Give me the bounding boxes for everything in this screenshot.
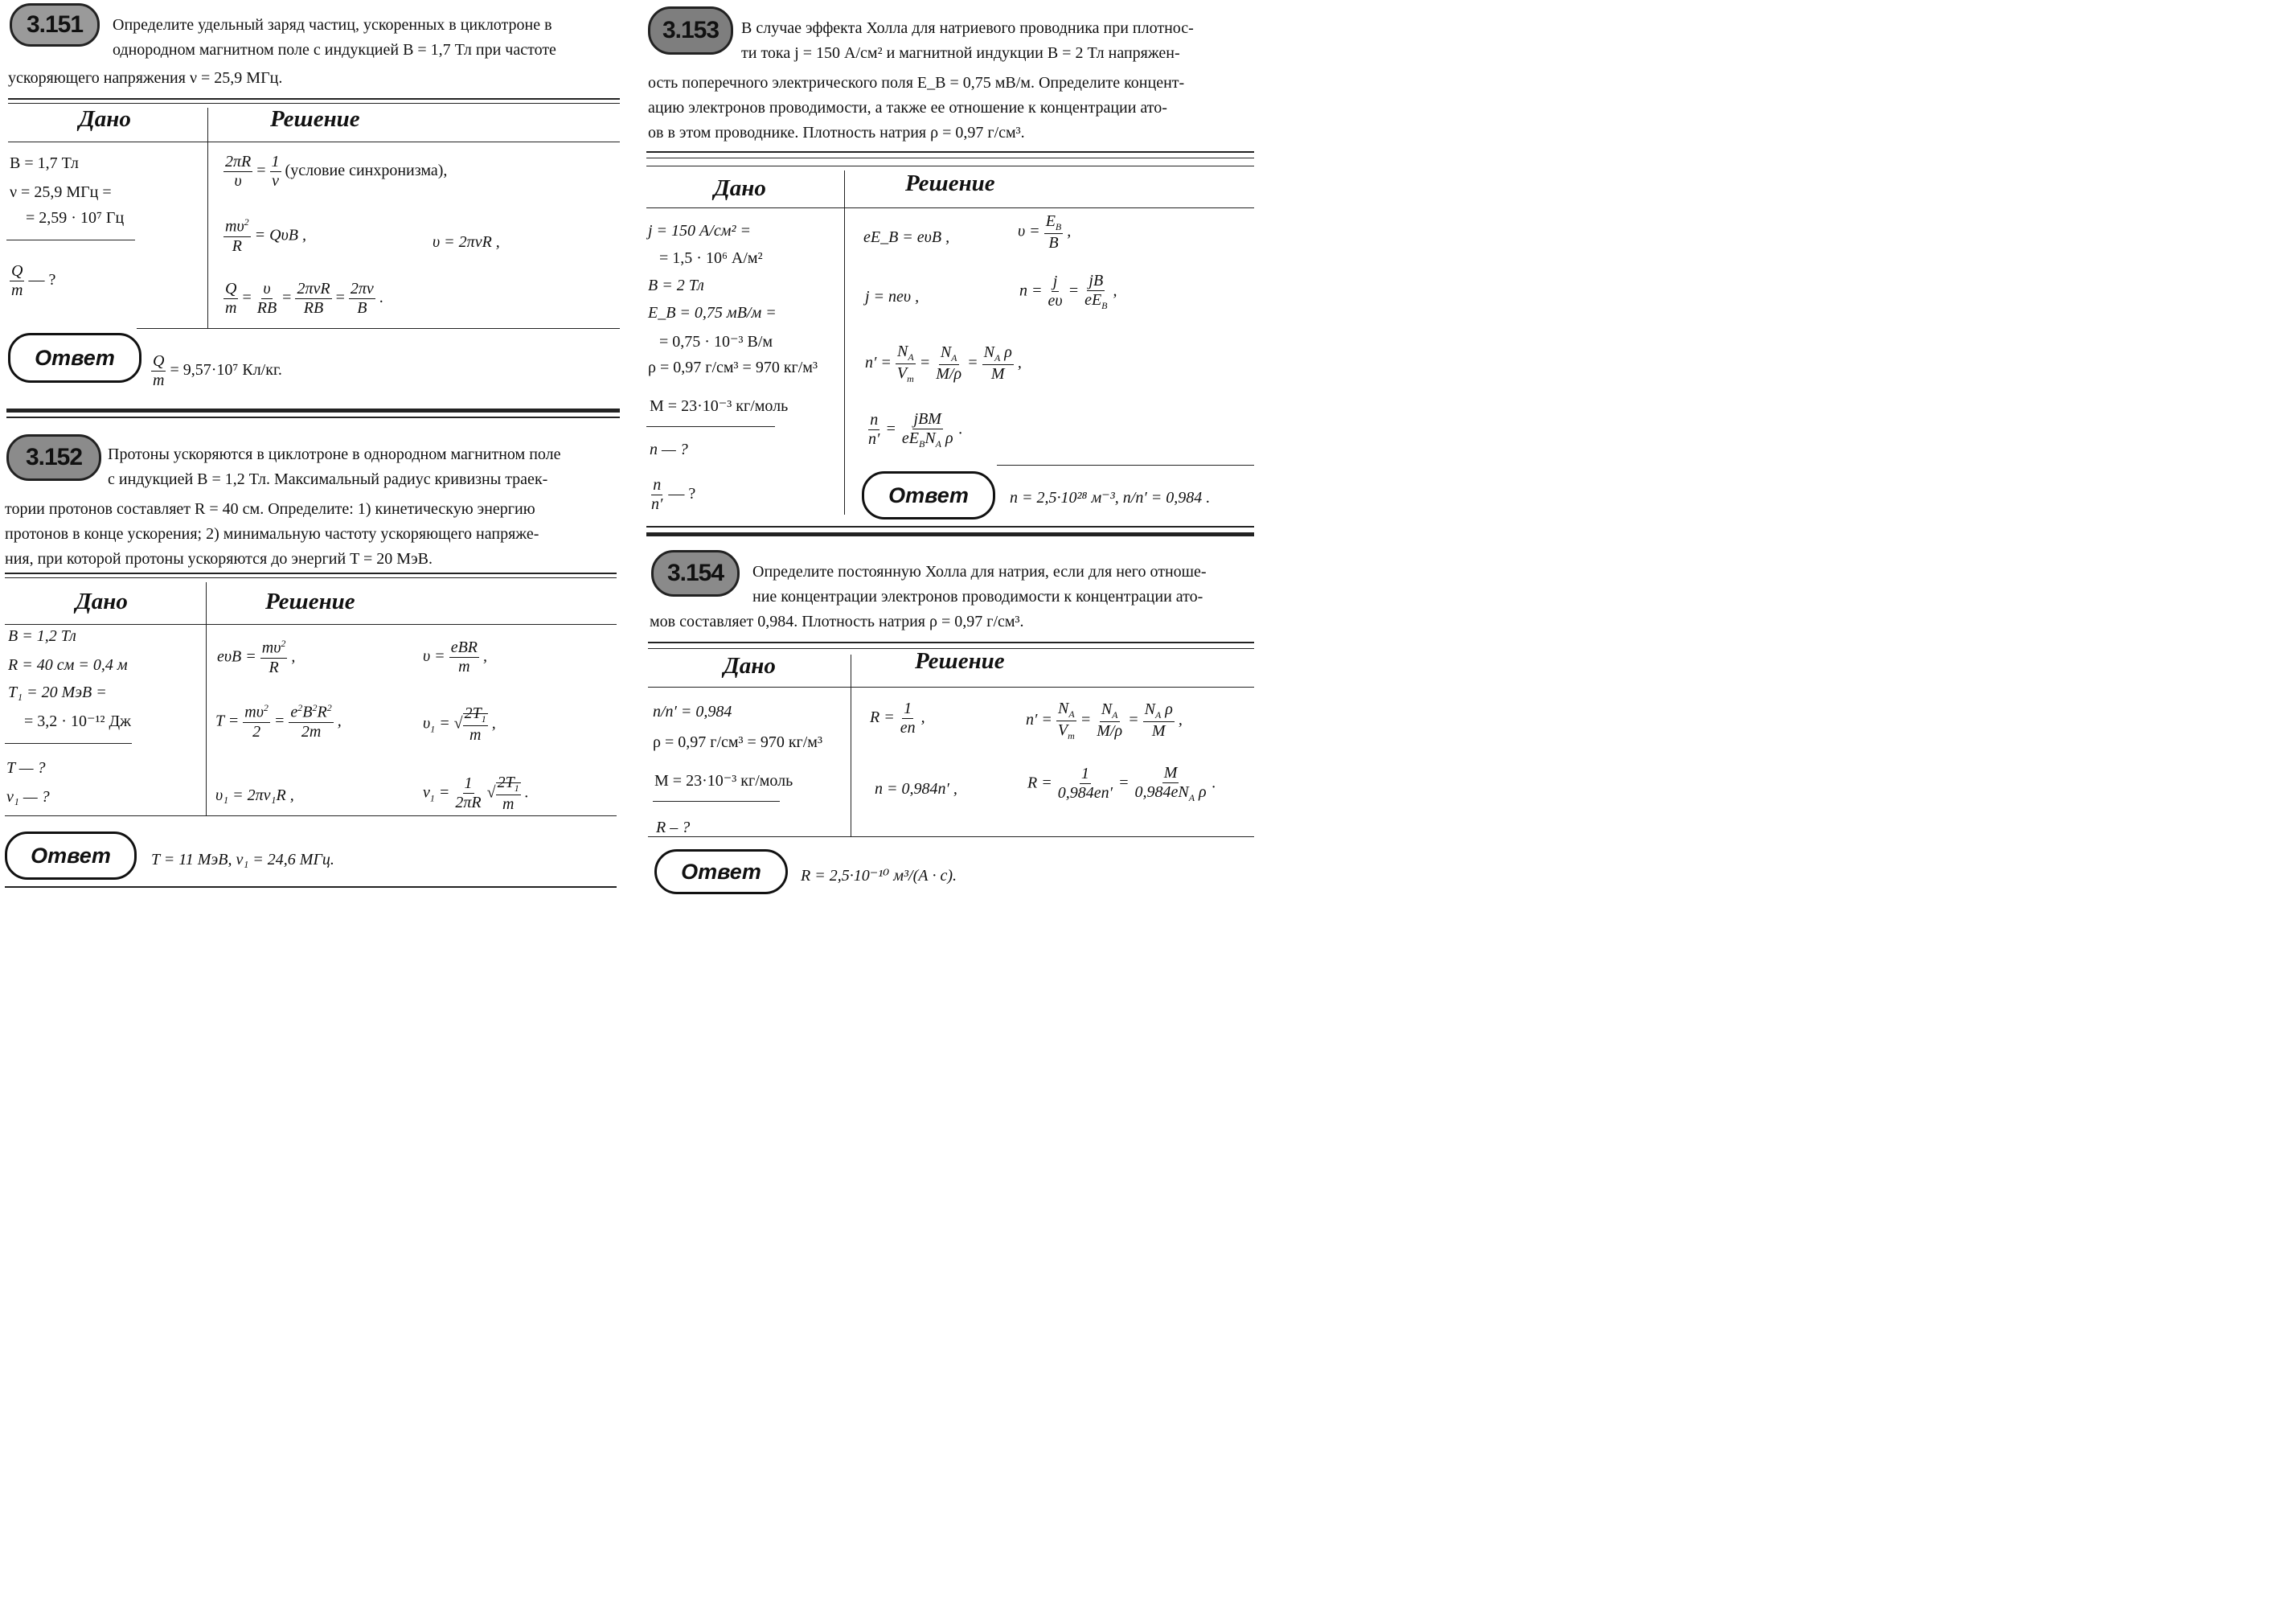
section-separator [646,532,1254,536]
divider [5,573,617,574]
given-header: Дано [724,653,776,679]
problem-statement: В случае эффекта Холла для натриевого проводника при плотнос- ти тока j = 150 А/см² и магнитной индукции B = 2 Тл напряжен- [741,19,1194,62]
table-header-rule [648,687,1254,688]
solution-eq: υ = 2πνR , [433,233,500,251]
table-bottom-rule [648,836,1254,837]
problem-statement: Определите удельный заряд частиц, ускоренных в циклотроне в однородном магнитном поле с индукцией B = 1,7 Тл при частоте [113,16,556,59]
divider [648,642,1254,643]
given-item: T₁ = 20 МэВ = [8,684,107,701]
answer-value: $\frac{Q}{m}$ = 9,57·10⁷ Кл/кг. [153,352,282,389]
given-header: Дано [714,175,766,201]
solution-eq: n′ = $\frac{N_A}{V_m}$ = $\frac{N_A}{M/\rho}$ = $\frac{N_A \rho}{M}$ , [865,343,1022,384]
table-bottom-rule [5,815,617,816]
solution-eq: υ₁ = 2πν₁R , [215,786,294,804]
left-column [0,0,623,891]
unknown: ν₁ — ? [6,788,50,806]
solution-header: Решение [270,106,360,132]
section-separator [646,526,1254,528]
problem-statement-cont: ость поперечного электрического поля E_B = 0,75 мВ/м. Определите концент- ацию электронов проводимости, а также ее отношение к концентрации ато- ов в этом проводнике. Плотность натрия ρ = 0,97 г/см³. [648,74,1185,142]
given-header: Дано [79,106,131,132]
answer-box: Ответ [862,471,995,519]
given-header: Дано [76,589,128,614]
solution-eq: $\frac{Q}{m}$ = $\frac{\upsilon}{RB}$ = $\frac{\text{2πνR}}{RB}$ = $\frac{2\pi\nu}{B}$ . [225,280,383,317]
unknown: n — ? [650,441,688,458]
solution-eq: $\nu_1$ = $\frac{1}{2\pi R}$ √ $\frac{2T_1}{m}$ . [423,774,529,813]
given-item: ρ = 0,97 г/см³ = 970 кг/м³ [648,359,818,376]
problem-statement: Определите постоянную Холла для натрия, если для него отноше- ние концентрации электронов проводимости к концентрации ато- [752,563,1207,606]
solution-eq: eυB = $\frac{m\upsilon^2}{R}$ , [217,638,296,676]
given-item: R = 40 см = 0,4 м [8,656,128,674]
problem-number-badge [10,3,100,47]
given-item: = 3,2 · 10⁻¹² Дж [24,712,131,730]
solution-eq: R = $\frac{1}{0,984en'}$ = $\frac{M}{0,984eN_A \rho}$ . [1027,764,1216,803]
table-divider [844,170,845,515]
table-header-rule [5,624,617,625]
solution-header: Решение [265,589,355,614]
answer-box: Ответ [654,849,788,894]
problem-statement-cont: ускоряющего напряжения ν = 25,9 МГц. [8,69,283,87]
solution-header: Решение [905,170,995,196]
problem-number-badge [648,6,733,55]
solution-eq: n′ = $\frac{N_A}{V_m}$ = $\frac{N_A}{M/\rho}$ = $\frac{N_A \rho}{M}$ , [1026,700,1183,741]
problem-number: 3.151 [26,11,84,38]
solution-eq: υ = $\frac{\text{eBR}}{m}$ , [423,639,487,675]
divider [5,577,617,578]
divider [8,103,620,104]
given-rule [646,426,775,427]
given-item: B = 1,7 Тл [10,154,79,172]
answer-value: R = 2,5·10⁻¹⁰ м³/(А · с). [801,867,957,885]
table-header-rule [646,207,1254,208]
table-bottom-rule [137,328,620,329]
solution-eq: $\upsilon_1$ = √ $\frac{2T_1}{m}$ , [423,704,496,744]
given-item: ρ = 0,97 г/см³ = 970 кг/м³ [653,733,822,751]
problem-statement-cont: мов составляет 0,984. Плотность натрия ρ = 0,97 г/см³. [650,613,1024,630]
solution-eq: n = $\frac{j}{e\upsilon}$ = $\frac{jB}{eE_B}$ , [1019,272,1117,311]
answer-value: T = 11 МэВ, ν₁ = 24,6 МГц. [151,851,334,868]
right-column [643,0,1261,891]
answer-box: Ответ [8,333,141,383]
given-item: n/n′ = 0,984 [653,703,732,721]
problem-number: 3.154 [666,560,724,586]
given-item: B = 2 Тл [648,277,704,294]
problem-number: 3.153 [662,17,720,43]
unknown: T — ? [6,759,46,777]
given-rule [653,801,780,802]
divider [646,151,1254,153]
given-item: M = 23·10⁻³ кг/моль [654,772,793,790]
given-rule [5,743,132,744]
solution-eq: $\frac{m\upsilon^2}{R}$ = QυB , [225,216,306,255]
solution-eq: $\frac{n}{n'}$ = $\frac{\text{jBM}}{eE_BN_A \rho}$ . [868,410,963,450]
table-divider [206,582,207,815]
section-separator [6,409,620,413]
given-item: = 1,5 · 10⁶ А/м² [659,249,763,267]
solution-header: Решение [915,648,1005,674]
problem-statement-cont: тории протонов составляет R = 40 см. Определите: 1) кинетическую энергию протонов в конце ускорения; 2) минимальную частоту ускоряющего напряже- ния, при которой протоны ускоряются до энергий T = 20 МэВ. [5,500,539,568]
given-item: E_B = 0,75 мВ/м = [648,304,777,322]
given-item: j = 150 А/см² = [648,222,751,240]
problem-number-badge [6,434,101,481]
solution-eq: υ = $\frac{E_B}{B}$ , [1018,212,1072,252]
problem-number: 3.152 [25,444,83,470]
unknown: $\frac{n}{n'}$ — ? [651,476,696,513]
problem-number-badge [651,550,740,597]
section-separator [6,417,620,418]
solution-eq: eE_B = eυB , [863,228,950,246]
given-item: ν = 25,9 МГц = [10,183,112,201]
solution-eq: T = $\frac{m\upsilon^2}{2}$ = $\frac{e^2B^2R^2}{2m}$ , [215,702,342,741]
problem-statement: Протоны ускоряются в циклотроне в однородном магнитном поле с индукцией B = 1,2 Тл. Максимальный радиус кривизны траек- [108,446,561,488]
divider [8,98,620,100]
answer-value: n = 2,5·10²⁸ м⁻³, n/n′ = 0,984 . [1010,489,1211,507]
given-item: M = 23·10⁻³ кг/моль [650,397,789,415]
section-separator [5,886,617,888]
solution-eq: R = $\frac{1}{en}$ , [870,700,925,737]
unknown: $\frac{Q}{m}$ — ? [11,262,56,299]
solution-eq: j = neυ , [865,288,920,306]
given-item: = 0,75 · 10⁻³ В/м [659,333,773,351]
answer-box: Ответ [5,832,137,880]
solution-eq: $\frac{2\pi R}{\upsilon}$ = $\frac{1}{\nu}$ (условие синхронизма), [225,153,448,190]
table-bottom-rule [997,465,1254,466]
solution-eq: n = 0,984n′ , [875,780,957,798]
given-item: = 2,59 · 10⁷ Гц [26,209,125,227]
given-item: B = 1,2 Тл [8,627,76,645]
unknown: R – ? [656,819,691,836]
